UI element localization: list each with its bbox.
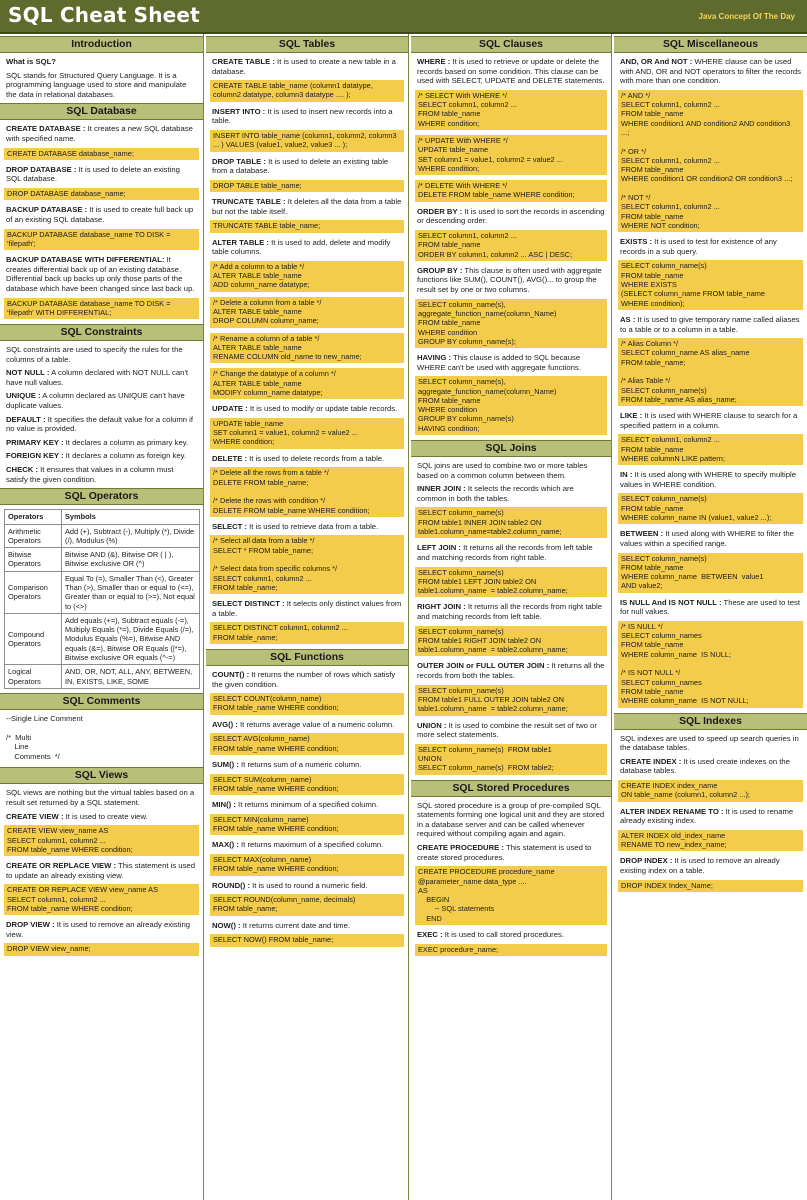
code-drop-index: DROP INDEX Index_Name; <box>618 880 803 892</box>
code-between: SELECT column_name(s) FROM table_name WHERE column_name BETWEEN value1 AND value2; <box>618 553 803 593</box>
section-header-sql-joins: SQL Joins <box>411 440 611 457</box>
code-exec: EXEC procedure_name; <box>415 944 607 956</box>
code-backup-differential: BACKUP DATABASE database_name TO DISK = 'filepath' WITH DIFFERENTIAL; <box>4 298 199 320</box>
table-row <box>5 524 200 548</box>
operator-name: Comparison Operators <box>5 571 62 613</box>
entry-drop-database: DROP DATABASE : It is used to delete an existing SQL database. <box>6 164 180 184</box>
entry-right-join: RIGHT JOIN : It returns all the records from right table and matching records from left table. <box>417 602 602 621</box>
code-having: SELECT column_name(s), aggregate_function_name(column_Name) FROM table_name WHERE condition GROUP BY column_name(s) HAVING condition; <box>415 376 607 435</box>
code-delete: /* Delete all the rows from a table */ DELETE FROM table_name; /* Delete the rows with condition */ DELETE FROM table_name WHERE condition; <box>210 467 404 516</box>
section-header-sql-clauses: SQL Clauses <box>411 36 611 53</box>
code-alias: /* Alias Column */ SELECT column_name AS alias_name FROM table_name; /* Alias Table */ SELECT column_name(s) FROM table_name AS alias_name; <box>618 338 803 406</box>
table-row <box>5 665 200 689</box>
table-row <box>5 571 200 613</box>
table-row <box>5 548 200 572</box>
entry-update: UPDATE : It is used to modify or update table records. <box>212 404 398 414</box>
code-order-by: SELECT column1, column2 ... FROM table_name ORDER BY column1, column2 ... ASC | DESC; <box>415 230 607 261</box>
entry-max: MAX() : It returns maximum of a specified column. <box>212 840 384 850</box>
entry-create-view: CREATE VIEW : It is used to create view. <box>6 811 148 821</box>
code-truncate-table: TRUNCATE TABLE table_name; <box>210 220 404 232</box>
entry-round: ROUND() : It is used to round a numeric field. <box>212 880 368 890</box>
entry-like: LIKE : It is used with WHERE clause to search for a specified pattern in a column. <box>620 411 798 430</box>
code-delete-with-where: /* DELETE With WHERE */ DELETE FROM table_name WHERE condition; <box>415 180 607 202</box>
entry-exists: EXISTS : It is used to test for existence of any records in a sub query. <box>620 237 777 256</box>
entry-count: COUNT() : It returns the number of rows which satisfy the given condition. <box>212 670 396 689</box>
comments-example: --Single Line Comment /* Multi Line Comments */ <box>6 713 83 761</box>
table-header-row <box>5 510 200 524</box>
column-header-symbols: Symbols <box>62 510 200 524</box>
operator-name: Logical Operators <box>5 665 62 689</box>
code-max: SELECT MAX(column_name) FROM table_name WHERE condition; <box>210 854 404 876</box>
entry-create-or-replace-view: CREATE OR REPLACE VIEW : This statement is used to update an already existing view. <box>6 861 195 880</box>
entry-not-null: NOT NULL : A column declared with NOT NULL can't have null values. <box>6 368 189 387</box>
section-header-sql-functions: SQL Functions <box>206 649 408 666</box>
entry-unique: UNIQUE : A column declared as UNIQUE can't have duplicate values. <box>6 391 185 411</box>
code-create-index: CREATE INDEX index_name ON table_name (column1, column2 ...); <box>618 780 803 802</box>
code-in: SELECT column_name(s) FROM table_name WHERE column_name IN (value1, value2 ...); <box>618 493 803 524</box>
code-drop-table: DROP TABLE table_name; <box>210 180 404 192</box>
entry-inner-join: INNER JOIN : It selects the records which are common in both the tables. <box>417 484 574 503</box>
entry-exec: EXEC : It is used to call stored procedures. <box>417 929 564 939</box>
section-header-sql-comments: SQL Comments <box>0 693 203 710</box>
entry-having: HAVING : This clause is added to SQL because WHERE can't be used with aggregate functions. <box>417 353 581 372</box>
entry-union: UNION : It is used to combine the result set of two or more select statements. <box>417 720 597 740</box>
entry-delete: DELETE : It is used to delete records from a table. <box>212 453 385 463</box>
code-like: SELECT column1, column2 ... FROM table_name WHERE columnN LIKE pattern; <box>618 434 803 465</box>
entry-full-outer-join: OUTER JOIN or FULL OUTER JOIN : It returns all the records from both the tables. <box>417 661 605 681</box>
code-select-with-where: /* SELECT With WHERE */ SELECT column1, column2 ... FROM table_name WHERE condition; <box>415 90 607 130</box>
column-4 <box>614 34 807 1200</box>
section-header-sql-database: SQL Database <box>0 103 203 120</box>
code-alter-modify-column: /* Change the datatype of a column */ ALTER TABLE table_name MODIFY column_name datatype; <box>210 368 404 399</box>
code-count: SELECT COUNT(column_name) FROM table_name WHERE condition; <box>210 693 404 715</box>
code-group-by: SELECT column_name(s), aggregate_function_name(column_Name) FROM table_name WHERE condition GROUP BY column_name(s); <box>415 299 607 348</box>
joins-text: SQL joins are used to combine two or more tables based on a common column between them. <box>417 461 588 480</box>
code-alter-drop-column: /* Delete a column from a table */ ALTER TABLE table_name DROP COLUMN column_name; <box>210 297 404 328</box>
entry-primary-key: PRIMARY KEY : It declares a column as primary key. <box>6 437 189 447</box>
code-union: SELECT column_name(s) FROM table1 UNION SELECT column_name(s) FROM table2; <box>415 744 607 775</box>
code-now: SELECT NOW() FROM table_name; <box>210 934 404 946</box>
entry-is-null: IS NULL And IS NOT NULL : These are used to test for null values. <box>620 597 800 617</box>
entry-foreign-key: FOREIGN KEY : It declares a column as foreign key. <box>6 451 187 461</box>
intro-question: What is SQL? <box>6 57 56 66</box>
code-and-or-not: /* AND */ SELECT column1, column2 ... FROM table_name WHERE condition1 AND condition2 AND condition3 ...; /* OR */ SELECT column1, column2 ... FROM table_name WHERE condition1 OR condition2 OR condition3 ...; /* NOT */ SELECT column1, column2 ... FROM table_name WHERE NOT condition; <box>618 90 803 232</box>
entry-create-database: CREATE DATABASE : It creates a new SQL database with specified name. <box>6 124 193 143</box>
entry-min: MIN() : It returns minimum of a specified column. <box>212 800 379 810</box>
code-create-database: CREATE DATABASE database_name; <box>4 148 199 160</box>
code-backup-database: BACKUP DATABASE database_name TO DISK = 'filepath'; <box>4 229 199 251</box>
table-row <box>5 613 200 664</box>
section-header-sql-views: SQL Views <box>0 767 203 784</box>
code-create-table: CREATE TABLE table_name (column1 datatype, column2 datatype, column3 datatype .... ); <box>210 80 404 102</box>
code-inner-join: SELECT column_name(s) FROM table1 INNER JOIN table2 ON table1.column_name=table2.column_name; <box>415 507 607 538</box>
operator-name: Arithmetic Operators <box>5 524 62 548</box>
code-exists: SELECT column_name(s) FROM table_name WHERE EXISTS (SELECT column_name FROM table_name WHERE condition); <box>618 260 803 309</box>
entry-alter-table: ALTER TABLE : It is used to add, delete and modify table columns. <box>212 237 391 257</box>
entry-as: AS : It is used to give temporary name called aliases to a table or to a column in a table. <box>620 314 800 334</box>
code-min: SELECT MIN(column_name) FROM table_name WHERE condition; <box>210 814 404 836</box>
entry-create-table: CREATE TABLE : It is used to create a new table in a database. <box>212 57 396 76</box>
section-header-sql-operators: SQL Operators <box>0 488 203 505</box>
page-subtitle: Java Concept Of The Day <box>698 12 795 21</box>
entry-create-index: CREATE INDEX : It is used create indexes on the database tables. <box>620 756 790 776</box>
code-create-or-replace-view: CREATE OR REPLACE VIEW view_name AS SELECT column1, column2 ... FROM table_name WHERE condition; <box>4 884 199 915</box>
entry-now: NOW() : It returns current date and time. <box>212 920 350 930</box>
constraints-text: SQL constraints are used to specify the rules for the columns of a table. <box>6 345 183 364</box>
section-header-sql-tables: SQL Tables <box>206 36 408 53</box>
code-full-outer-join: SELECT column_name(s) FROM table1 FULL OUTER JOIN table2 ON table1.column_name = table2.column_name; <box>415 685 607 716</box>
entry-where: WHERE : It is used to retrieve or update or delete the records based on some condition. This clause can be used with SELECT, UPDATE and DELETE statements. <box>417 57 605 86</box>
entry-in: IN : It is used along with WHERE to specify multiple values in WHERE condition. <box>620 470 797 489</box>
section-header-sql-constraints: SQL Constraints <box>0 324 203 341</box>
entry-select: SELECT : It is used to retrieve data from a table. <box>212 521 379 531</box>
entry-select-distinct: SELECT DISTINCT : It selects only distinct values from a table. <box>212 599 402 618</box>
entry-between: BETWEEN : It used along with WHERE to filter the values within a specified range. <box>620 529 794 548</box>
column-3 <box>411 34 612 1200</box>
code-is-null: /* IS NULL */ SELECT column_names FROM table_name WHERE column_name IS NULL; /* IS NOT NULL */ SELECT column_names FROM table_name WHERE column_name IS NOT NULL; <box>618 621 803 708</box>
entry-backup-database: BACKUP DATABASE : It is used to create full back up of an existing SQL database. <box>6 205 194 224</box>
section-header-sql-stored-procedures: SQL Stored Procedures <box>411 780 611 797</box>
operator-symbols: Bitwise AND (&), Bitwise OR ( | ), Bitwise exclusive OR (^) <box>62 548 200 572</box>
operator-symbols: Add equals (+=), Subtract equals (-=), Multiply Equals (*=), Divide Equals (/=), Modulus Equals (%=), Bitwise AND equals (&=), Bitwise OR Equals (|*=), Bitwise exclusive OR equals (^-=) <box>62 613 200 664</box>
entry-drop-view: DROP VIEW : It is used to remove an already existing view. <box>6 920 191 939</box>
code-drop-view: DROP VIEW view_name; <box>4 943 199 955</box>
stored-procedures-text: SQL stored procedure is a group of pre-compiled SQL statements forming one logical unit and they are stored in a database server and can be called whenever required without compiling again and again. <box>417 800 605 839</box>
section-header-sql-miscellaneous: SQL Miscellaneous <box>614 36 807 53</box>
entry-truncate-table: TRUNCATE TABLE : It deletes all the data from a table but not the table itself. <box>212 197 402 216</box>
code-select: /* Select all data from a table */ SELECT * FROM table_name; /* Select data from specific columns */ SELECT column1, column2 ... FROM table_name; <box>210 535 404 594</box>
code-avg: SELECT AVG(column_name) FROM table_name WHERE condition; <box>210 733 404 755</box>
operator-name: Compound Operators <box>5 613 62 664</box>
page-title: SQL Cheat Sheet <box>8 3 200 27</box>
entry-left-join: LEFT JOIN : It returns all the records from left table and matching records from right table. <box>417 543 593 562</box>
column-2 <box>206 34 409 1200</box>
code-alter-add-column: /* Add a column to a table */ ALTER TABLE table_name ADD column_name datatype; <box>210 261 404 292</box>
views-text: SQL views are nothing but the virtual tables based on a result set returned by a SQL statement. <box>6 788 195 808</box>
entry-create-procedure: CREATE PROCEDURE : This statement is used to create stored procedures. <box>417 843 592 862</box>
code-select-distinct: SELECT DISTINCT column1, column2 ... FROM table_name; <box>210 622 404 644</box>
code-drop-database: DROP DATABASE database_name; <box>4 188 199 200</box>
code-create-view: CREATE VIEW view_name AS SELECT column1, column2 ... FROM table_name WHERE condition; <box>4 825 199 856</box>
entry-order-by: ORDER BY : It is used to sort the records in ascending or descending order. <box>417 206 605 226</box>
code-alter-rename-column: /* Rename a column of a table */ ALTER TABLE table_name RENAME COLUMN old_name to new_name; <box>210 333 404 364</box>
entry-backup-differential: BACKUP DATABASE WITH DIFFERENTIAL: It creates differential back up of an existing database. Differential back up backs up only those parts of the database which have been changed since last back up. <box>6 255 195 293</box>
code-update: UPDATE table_name SET column1 = value1, column2 = value2 ... WHERE condition; <box>210 418 404 449</box>
operator-symbols: AND, OR, NOT, ALL, ANY, BETWEEN, IN, EXISTS, LIKE, SOME <box>62 665 200 689</box>
section-header-sql-indexes: SQL Indexes <box>614 713 807 730</box>
code-sum: SELECT SUM(column_name) FROM table_name WHERE condition; <box>210 774 404 796</box>
indexes-text: SQL indexes are used to speed up search queries in the database tables. <box>620 733 799 753</box>
operator-name: Bitwise Operators <box>5 548 62 572</box>
operator-symbols: Equal To (=), Smaller Than (<), Greater Than (>), Smaller than or equal to (<=), Greater than or equal to (>=), Not equal to (<>) <box>62 571 200 613</box>
entry-drop-table: DROP TABLE : It is used to delete an existing table from a database. <box>212 156 389 176</box>
entry-alter-index: ALTER INDEX RENAME TO : It is used to rename already existing index. <box>620 806 794 826</box>
entry-insert-into: INSERT INTO : It is used to insert new records into a table. <box>212 106 393 126</box>
intro-text: SQL stands for Structured Query Language. It is a programming language used to store and manipulate the data in relational databases. <box>6 70 187 99</box>
page-header <box>0 0 807 34</box>
code-create-procedure: CREATE PROCEDURE procedure_name @parameter_name data_type .... AS BEGIN -- SQL statements END <box>415 866 607 925</box>
entry-default: DEFAULT : It specifies the default value for a column if no value is provided. <box>6 414 193 434</box>
section-header-introduction: Introduction <box>0 36 203 53</box>
entry-group-by: GROUP BY : This clause is often used with aggregate functions like SUM(), COUNT(), AVG()... to group the result set by one or two columns. <box>417 265 602 295</box>
code-left-join: SELECT column_name(s) FROM table1 LEFT JOIN table2 ON table1.column_name = table2.column_name; <box>415 567 607 598</box>
entry-sum: SUM() : It returns sum of a numeric column. <box>212 759 362 769</box>
code-right-join: SELECT column_name(s) FROM table1 RIGHT JOIN table2 ON table1.column_name = table2.column_name; <box>415 626 607 657</box>
entry-and-or-not: AND, OR And NOT : WHERE clause can be used with AND, OR and NOT operators to filter the records with more than one condition. <box>620 57 802 86</box>
column-header-operators: Operators <box>5 510 62 524</box>
code-alter-index: ALTER INDEX old_index_name RENAME TO new_index_name; <box>618 830 803 852</box>
column-1 <box>0 34 204 1200</box>
code-update-with-where: /* UPDATE With WHERE */ UPDATE table_name SET column1 = value1, column2 = value2 ... WHERE condition; <box>415 135 607 175</box>
entry-check: CHECK : It ensures that values in a column must satisfy the given condition. <box>6 465 174 484</box>
operator-symbols: Add (+), Subtract (-), Multiply (*), Divide (/), Modulus (%) <box>62 524 200 548</box>
entry-avg: AVG() : It returns average value of a numeric column. <box>212 719 395 729</box>
operators-table <box>4 509 200 689</box>
code-insert-into: INSERT INTO table_name (column1, column2, column3 ... ) VALUES (value1, value2, value3 ... ); <box>210 130 404 152</box>
entry-drop-index: DROP INDEX : It is used to remove an already existing index on a table. <box>620 856 780 875</box>
code-round: SELECT ROUND(column_name, decimals) FROM table_name; <box>210 894 404 916</box>
